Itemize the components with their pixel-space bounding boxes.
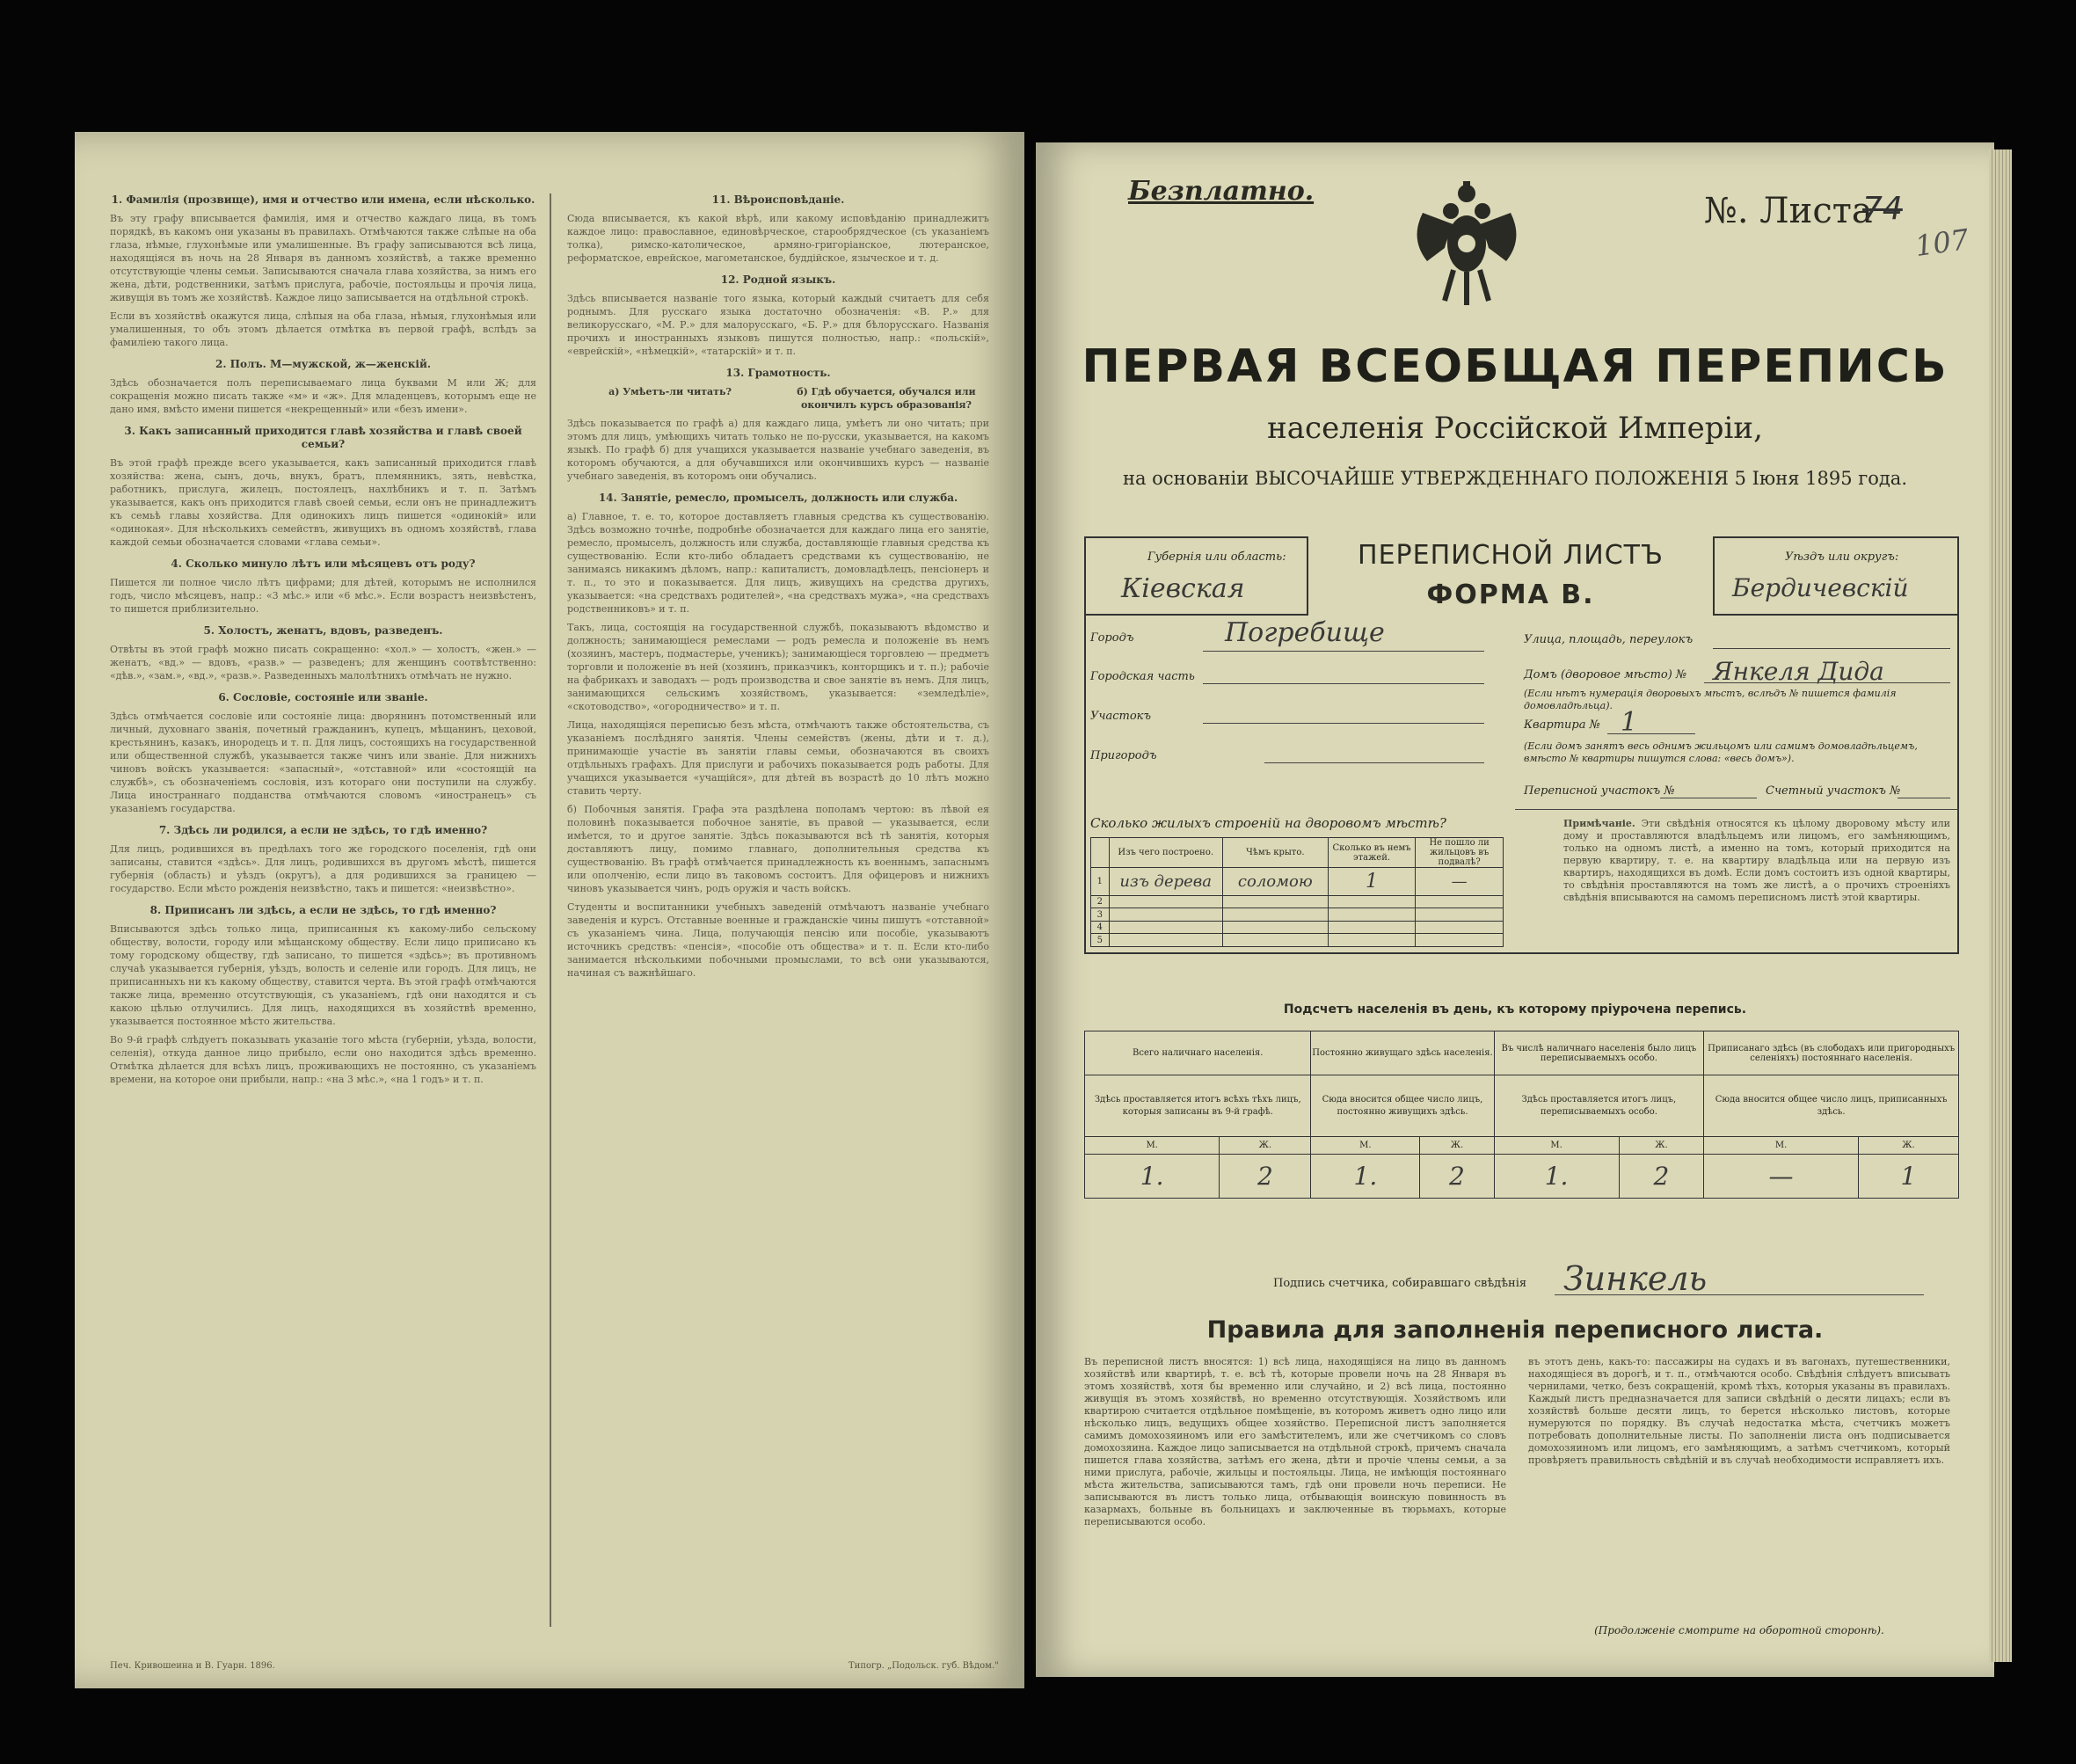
table-row: 4 (1091, 921, 1504, 934)
rules-column-2: въ этотъ день, какъ-то: пассажиры на судахъ и въ вагонахъ, путешественники, находящіеся въ дорогѣ, и т. п., отмѣчаются особо. Свѣдѣнія слѣдуетъ вписывать чернилами, четко, безъ сокращеній, кромѣ тѣхъ, которыя указаны въ правилахъ. Каждый листъ предназначается для записи свѣдѣній о десяти лицахъ; если въ хозяйствѣ больше десяти лицъ, то берется нѣсколько листовъ, которые нумеруются по порядку. Въ случаѣ недостатка мѣста, счетчикъ можетъ потребовать дополнительные листы. По заполненіи листа онъ подписывается домохозяиномъ или лицомъ, его замѣняющимъ, а затѣмъ счетчикомъ, который провѣряетъ правильность свѣдѣній и въ случаѣ необходимости исправляетъ ихъ. (1528, 1356, 1950, 1466)
heading: 4. Сколько минуло лѣтъ или мѣсяцевъ отъ роду? (171, 558, 476, 570)
house-value: Янкеля Дида (1713, 657, 1884, 686)
table-row: 3 (1091, 908, 1504, 922)
census-subtitle: населенія Россійской Имперіи, (1267, 411, 1763, 446)
city-value: Погребище (1225, 617, 1385, 648)
form-letter: ФОРМА В. (1426, 579, 1595, 610)
heading: 6. Сословіе, состояніе или званіе. (218, 691, 428, 703)
note-paragraph: Примѣчаніе. Эти свѣдѣнія относятся къ цѣлому дворовому мѣсту или дому и проставляются владѣльцемъ или лицомъ, его замѣняющимъ, только на одномъ листѣ, а именно на томъ, который приходится на первую квартиру, т. е. на квартиру владѣльца или на первую изъ квартиръ, находящихся въ домѣ. Если домъ состоитъ изъ одной квартиры, то свѣдѣнія проставляются на томъ же листѣ, а о прочихъ строеніяхъ свѣдѣнія вписываются на самомъ переписномъ листѣ этой квартиры. (1563, 818, 1950, 903)
imperial-eagle-icon (1405, 178, 1528, 310)
left-column-2: 11. Вѣроисповѣданіе. Сюда вписывается, къ какой вѣрѣ, или какому исповѣданію принадлежитъ каждое лицо: православное, единовѣрческое, старообрядческое (съ указаніемъ толка), римско-католическое, армяно-григоріанское, лютеранское, реформатское, еврейское, магометанское, буддійское, языческое и т. д. 12. Родной языкъ. Здѣсь вписывается названіе того языка, который каждый считаетъ для себя роднымъ. Для русскаго языка достаточно обозначенія: «В. Р.» для великорусскаго, «М. Р.» для малорусскаго, «Б. Р.» для бѣлорусскаго. Названія прочихъ и иностранныхъ языковъ пишутся полностью, напр.: «польскій», «еврейскій», «нѣмецкій», «татарскій» и т. п. 13. Грамотность. а) Умѣетъ-ли читать? б) Гдѣ обучается, обучался или окончилъ курсъ образованія? Здѣсь показывается по графѣ а) для каждаго лица, умѣетъ ли оно читать; при этомъ для лицъ, умѣющихъ читать только не по-русски, указывается, на какомъ языкѣ. По графѣ б) для учащихся указывается названіе учебнаго заведенія, въ которомъ обучаются, а для обучавшихся или окончившихъ курсъ — названіе учебнаго заведенія, въ которомъ они обучались. 14. Занятіе, ремесло, промыселъ, должность или служба. а) Главное, т. е. то, которое доставляетъ главныя средства къ существованію. Здѣсь возможно точнѣе, подробнѣе обозначается для каждаго лица его занятіе, ремесло, промыселъ, должность или служба, доставляющіе главныя средства къ существованію. Если кто-либо обладаетъ средствами къ существованію, не занимаясь никакимъ дѣломъ, напр.: капиталистъ, домовладѣлецъ, пенсіонеръ и т. п., то это и показывается. Для лицъ, живущихъ на средства другихъ, указывается: «на средствахъ родителей», «на средствахъ мужа», «на средствахъ родственниковъ» и т. п. Такъ, лица, состоящія на государственной службѣ, показываютъ вѣдомство и должность; занимающіеся ремеслами — родъ ремесла и положеніе въ немъ (хозяинъ, мастеръ, подмастерье, ученикъ); занимающіеся торговлею — предметъ торговли и положеніе въ ней (хозяинъ, приказчикъ, конторщикъ и т. п.); рабочіе на фабрикахъ и заводахъ — родъ производства и свое занятіе въ немъ. Для лицъ, занимающихся сельскимъ хозяйствомъ, указывается: «земледѣліе», «скотоводство», «огородничество» и т. п. Лица, находящіяся переписью безъ мѣста, отмѣчаютъ также обстоятельства, съ указаніемъ послѣдняго занятія. Члены семействъ (жены, дѣти и т. д.), принимающіе участіе въ занятіи главы семьи, обозначаются въ своихъ отдѣльныхъ графахъ. Для прислуги и рабочихъ показывается родъ работы. Для учащихся указывается «учащійся», для дѣтей въ возрастѣ до 10 лѣтъ можно ставить черту. б) Побочныя занятія. Графа эта раздѣлена пополамъ чертою: въ лѣвой ея половинѣ показывается побочное занятіе, въ правой — указывается, если имѣется, то и другое занятіе. Здѣсь показываются всѣ тѣ занятія, которыя доставляютъ лицу, помимо главнаго, дополнительныя средства къ существованію. Въ графѣ отмѣчается принадлежность къ военнымъ, запаснымъ или ополченію, если лицо въ таковомъ состоитъ. Для офицеровъ и нижнихъ чиновъ указывается чинъ, родъ оружія и часть войскъ. Студенты и воспитанники учебныхъ заведеній отмѣчаютъ названіе учебнаго заведенія и курсъ. Отставные военные и гражданскіе чины пишутъ «отставной» съ указаніемъ чина. Лица, получающія пенсію или пособіе, указываютъ источникъ средствъ: «пенсія», «пособіе отъ общества» и т. п. Если кто-либо занимается нѣсколькими побочными промыслами, то всѣ они указываются, начиная съ важнѣйшаго. (567, 193, 989, 979)
subheading: а) Умѣетъ-ли читать? (608, 386, 732, 397)
heading: 3. Какъ записанный приходится главѣ хозяйства и главѣ своей семьи? (124, 425, 522, 450)
heading: 8. Приписанъ ли здѣсь, а если не здѣсь, то гдѣ именно? (149, 904, 497, 916)
table-row: 2 (1091, 895, 1504, 908)
page-edges (1989, 149, 2012, 1662)
heading: 12. Родной языкъ. (720, 273, 836, 286)
buildings-question: Сколько жилыхъ строеній на дворовомъ мѣстѣ? (1090, 815, 1446, 831)
population-title: Подсчетъ населенія въ день, къ которому пріурочена перепись. (1283, 1002, 1747, 1017)
subheading: б) Гдѣ обучается, обучался или окончилъ курсъ образованія? (797, 386, 976, 411)
heading: 13. Грамотность. (725, 367, 831, 379)
heading: 5. Холостъ, женатъ, вдовъ, разведенъ. (203, 624, 443, 637)
printer-footnote: Типогр. „Подольск. губ. Вѣдом." (849, 1661, 999, 1671)
heading: 7. Здѣсь ли родился, а если не здѣсь, то гдѣ именно? (158, 824, 488, 836)
left-column-1: 1. Фамилія (прозвище), имя и отчество или имена, если нѣсколько. Въ эту графу вписывается фамилія, имя и отчество каждаго лица, въ томъ порядкѣ, въ какомъ они указаны въ правилахъ. Отмѣчаются также слѣпые на оба глаза, нѣмые, глухонѣмые или умалишенные. Въ графу записываются всѣ лица, находящіяся въ ночь на 28 Января въ данномъ хозяйствѣ, а также временно отсутствующіе члены семьи. Записываются сначала глава хозяйства, за нимъ его жена, дѣти, родственники, затѣмъ прислуга, рабочіе, постояльцы и прочія лица, живущія въ томъ же хозяйствѣ. Каждое лицо записывается на отдѣльной строкѣ. Если въ хозяйствѣ окажутся лица, слѣпыя на оба глаза, нѣмыя, глухонѣмыя или умалишенныя, то объ этомъ дѣлается отмѣтка въ первой графѣ, вслѣдъ за фамиліею такого лица. 2. Полъ. М—мужской, ж—женскій. Здѣсь обозначается полъ переписываемаго лица буквами М или Ж; для сокращенія можно писать также «м» и «ж». Для младенцевъ, которымъ еще не дано имя, вмѣсто имени пишется «некрещенный» или «безъ имени». 3. Какъ записанный приходится главѣ хозяйства и главѣ своей семьи? Въ этой графѣ прежде всего указывается, какъ записанный приходится главѣ хозяйства: жена, сынъ, дочь, внукъ, братъ, племянникъ, зять, невѣстка, работникъ, прислуга, жилецъ, постоялецъ, нахлѣбникъ и т. п. Затѣмъ указывается, какъ онъ приходится главѣ своей семьи, если онъ не принадлежитъ къ семьѣ главы хозяйства. Для одинокихъ лицъ пишется «одинокій» или «одинокая». Для нѣсколькихъ семействъ, живущихъ въ одномъ хозяйствѣ, глава каждой семьи обозначается словами «глава семьи». 4. Сколько минуло лѣтъ или мѣсяцевъ отъ роду? Пишется ли полное число лѣтъ цифрами; для дѣтей, которымъ не исполнился годъ, число мѣсяцевъ, напр.: «3 мѣс.» или «6 мѣс.». Если возрастъ неизвѣстенъ, то пишется приблизительно. 5. Холостъ, женатъ, вдовъ, разведенъ. Отвѣты въ этой графѣ можно писать сокращенно: «хол.» — холостъ, «жен.» — женатъ, «вд.» — вдовъ, «разв.» — разведенъ; для женщинъ соотвѣтственно: «дѣв.», «зам.», «вд.», «разв.». Разведенныхъ малолѣтнихъ отмѣчать не нужно. 6. Сословіе, состояніе или званіе. Здѣсь отмѣчается сословіе или состояніе лица: дворянинъ потомственный или личный, духовнаго званія, почетный гражданинъ, купецъ, мѣщанинъ, цеховой, крестьянинъ, казакъ, инородецъ и т. п. Для лицъ, состоящихъ на государственной или общественной службѣ, указывается также чинъ или званіе. Для нижнихъ чиновъ войскъ указывается: «запасный», «отставной» или «состоящій на службѣ», съ обозначеніемъ сословія, изъ котораго они поступили на службу. Лица иностраннаго подданства отмѣчаются словомъ «иностранецъ» съ указаніемъ государства. 7. Здѣсь ли родился, а если не здѣсь, то гдѣ именно? Для лицъ, родившихся въ предѣлахъ того же городского поселенія, гдѣ они записаны, ставится «здѣсь». Для лицъ, родившихся въ другомъ мѣстѣ, пишется губернія (область) и уѣздъ (округъ), а для родившихся за границею — государство. Если мѣсто рожденія неизвѣстно, такъ и пишется: «неизвѣстно». 8. Приписанъ ли здѣсь, а если не здѣсь, то гдѣ именно? Вписываются здѣсь только лица, приписанныя къ какому-либо сельскому обществу, волости, городу или мѣщанскому обществу. Если лицо приписано къ тому городскому обществу, гдѣ записано, то пишется «здѣсь»; въ противномъ случаѣ указывается губернія, уѣздъ, волость и селеніе или городъ. Для лицъ, не приписанныхъ ни къ какому обществу, ставится черта. Въ этой графѣ отмѣчаются также лица, временно отсутствующія, съ указаніемъ, гдѣ они находятся и съ какою цѣлью отлучились. Для лицъ, находящихся въ хозяйствѣ временно, указывается постоянное мѣсто жительства. Во 9-й графѣ слѣдуетъ показывать указаніе того мѣста (губерніи, уѣзда, волости, селенія), откуда данное лицо прибыло, если оно находится здѣсь временно. Отмѣтка дѣлается для всѣхъ лицъ, проживающихъ не постоянно, съ указаніемъ времени, на которое они прибыли, напр.: «на 3 мѣс.», «на 1 годъ» и т. п. (110, 193, 536, 1085)
handwritten-sheet-number: 107 (1912, 222, 1971, 264)
counter-signature: Зинкель (1563, 1259, 1708, 1298)
left-page (75, 132, 1024, 1688)
heading: 11. Вѣроисповѣданіе. (711, 193, 845, 206)
province-value: Кіевская (1121, 573, 1245, 604)
buildings-table: Изъ чего построено. Чѣмъ крыто. Сколько въ немъ этажей. Не пошло ли жильцовъ въ подвалѣ? 1 изъ дерева соломою 1 — 2 3 4 5 (1090, 837, 1504, 947)
rules-footer: (Продолженіе смотрите на оборотной сторонѣ). (1594, 1624, 1884, 1636)
sheet-number-label: №. Листа (1704, 191, 1873, 231)
district-box: Уѣздъ или округъ: Бердичевскій (1713, 536, 1959, 616)
heading: 1. Фамилія (прозвище), имя и отчество или имена, если нѣсколько. (111, 193, 535, 206)
printer-footnote: Печ. Кривошеина и В. Гуарн. 1896. (110, 1661, 275, 1671)
form-title: ПЕРЕПИСНОЙ ЛИСТЪ (1358, 540, 1664, 571)
district-value: Бердичевскій (1732, 573, 1909, 602)
rules-title: Правила для заполненія переписного листа. (1206, 1316, 1824, 1344)
table-row: 1. 2 1. 2 1. 2 — 1 (1085, 1155, 1959, 1199)
sheet-number-value: 74 (1862, 191, 1903, 227)
heading: 2. Полъ. М—мужской, ж—женскій. (215, 358, 432, 370)
census-title: ПЕРВАЯ ВСЕОБЩАЯ ПЕРЕПИСЬ (1082, 340, 1949, 393)
column-divider (550, 193, 551, 1627)
province-box: Губернія или область: Кіевская (1084, 536, 1308, 616)
population-table: Всего наличнаго населенія. Постоянно живущаго здѣсь населенія. Въ числѣ наличнаго населенія было лицъ переписываемыхъ особо. Приписанаго здѣсь (въ слободахъ или пригородныхъ селеніяхъ) постояннаго населенія. Здѣсь проставляется итогъ всѣхъ тѣхъ лицъ, которыя записаны въ 9-й графѣ. Сюда вносится общее число лицъ, постоянно живущихъ здѣсь. Здѣсь проставляется итогъ лицъ, переписываемыхъ особо. Сюда вносится общее число лицъ, приписанныхъ здѣсь. М. Ж. М. Ж. М. Ж. М. Ж. 1. 2 1. 2 1. 2 — 1 (1084, 1031, 1959, 1199)
table-row: 1 изъ дерева соломою 1 — (1091, 868, 1504, 896)
table-row: 5 (1091, 934, 1504, 947)
census-basis: на основаніи ВЫСОЧАЙШЕ УТВЕРЖДЕННАГО ПОЛОЖЕНІЯ 5 Іюня 1895 года. (1122, 468, 1908, 489)
free-label: Безплатно. (1128, 176, 1315, 207)
heading: 14. Занятіе, ремесло, промыселъ, должность или служба. (598, 492, 958, 504)
rules-column-1: Въ переписной листъ вносятся: 1) всѣ лица, находящіяся на лицо въ данномъ хозяйствѣ или квартирѣ, т. е. всѣ тѣ, которые провели ночь на 28 Января въ этомъ хозяйствѣ, хотя бы временно или случайно, и 2) всѣ лица, постоянно живущія въ этомъ хозяйствѣ, но временно отсутствующія. Хозяйствомъ или квартирою считается отдѣльное помѣщеніе, въ которомъ живетъ одно лицо или нѣсколько лицъ, ведущихъ общее хозяйство. Переписной листъ заполняется самимъ домохозяиномъ или его замѣстителемъ, или же счетчикомъ со словъ домохозяина. Каждое лицо записывается на отдѣльной строкѣ, причемъ сначала пишется глава хозяйства, затѣмъ его жена, дѣти и прочіе члены семьи, а за ними прислуга, рабочіе, жильцы и постояльцы. Лица, не имѣющія постояннаго мѣста жительства, записываются тамъ, гдѣ они провели ночь переписи. Не записываются въ листъ только лица, отбывающія воинскую повинность въ казармахъ, больные въ больницахъ и заключенные въ тюрьмахъ, которые переписываются особо. (1084, 1356, 1506, 1527)
right-page: Безплатно. №. Листа 74 107 ПЕРВАЯ ВСЕОБЩАЯ ПЕРЕПИСЬ населенія Россійской Имперіи, на основаніи ВЫСОЧАЙШЕ УТВЕРЖДЕННАГО ПОЛОЖЕНІЯ 5 Іюня 1895 года. Губернія или область: Кіевская ПЕРЕПИСНОЙ ЛИСТЪ ФОРМА В. Уѣздъ или округъ: Бердичевскій Городъ Погребище Городская часть Участокъ Пригородъ Улица, площадь, переулокъ Домъ (дворовое мѣсто) № Янкеля Дида (Если нѣтъ нумерація дворовыхъ мѣстъ, вслѣдъ № пишется фамилія домовладѣльца). Квартира № 1 (Если домъ занятъ весь однимъ жильцомъ или самимъ домовладѣльцемъ, вмѣсто № квартиры пишутся слова: «весь домъ»). Переписной участокъ № Счетный участокъ № Сколько жилыхъ строеній на дворовомъ мѣстѣ? Изъ чего построено. Чѣмъ крыто. Сколько въ немъ этажей. Не пошло ли жильцовъ въ подвалѣ? 1 изъ дерева соломою 1 — 2 3 4 5 Примѣчаніе. Эти свѣдѣнія относятся къ цѣлому дворовому мѣсту или дому и проставляются владѣльцемъ или лицомъ, его замѣняющимъ, только на одномъ листѣ, а именно на томъ, который приходится на первую квартиру, т. е. на квартиру владѣльца или на первую изъ квартиръ, находящихся въ домѣ. Если домъ состоитъ изъ одной квартиры, то свѣдѣнія проставляются на томъ же листѣ, а о прочихъ строеніяхъ свѣдѣнія вписываются на самомъ переписномъ листѣ этой квартиры. Подсчетъ населенія въ день, къ которому пріурочена перепись. Всего наличнаго населенія. Постоянно живущаго здѣсь населенія. Въ числѣ наличнаго населенія было лицъ переписываемыхъ особо. Приписанаго здѣсь (въ слободахъ или пригородныхъ селеніяхъ) постояннаго населенія. Здѣсь проставляется итогъ всѣхъ тѣхъ лицъ, которыя записаны въ 9-й графѣ. Сюда вносится общее число лицъ, постоянно живущихъ здѣсь. Здѣсь проставляется итогъ лицъ, переписываемыхъ особо. Сюда вносится общее число лицъ, приписанныхъ здѣсь. М. Ж. М. Ж. М. Ж. М. Ж. 1. 2 1. 2 1. 2 — 1 Подпись счетчика, собиравшаго свѣдѣнія Зинкель Правила для заполненія переписного листа. Въ переписной листъ вносятся: 1) всѣ лица, находящіяся на лицо въ данномъ хозяйствѣ или квартирѣ, т. е. всѣ тѣ, которые провели ночь на 28 Января въ этомъ хозяйствѣ, хотя бы временно или случайно, и 2) всѣ лица, постоянно живущія въ этомъ хозяйствѣ, но временно отсутствующія. Хозяйствомъ или квартирою считается отдѣльное помѣщеніе, въ которомъ живетъ одно лицо или нѣсколько лицъ, ведущихъ общее хозяйство. Переписной листъ заполняется самимъ домохозяиномъ или его замѣстителемъ, или же счетчикомъ со словъ домохозяина. Каждое лицо записывается на отдѣльной строкѣ, причемъ сначала пишется глава хозяйства, затѣмъ его жена, дѣти и прочіе члены семьи, а за ними прислуга, рабочіе, жильцы и постояльцы. Лица, не имѣющія постояннаго мѣста жительства, записываются тамъ, гдѣ они провели ночь переписи. Не записываются въ листъ только лица, отбывающія воинскую повинность въ казармахъ, больные въ больницахъ и заключенные въ тюрьмахъ, которые переписываются особо. въ этотъ день, какъ-то: пассажиры на судахъ и въ вагонахъ, путешественники, находящіеся въ дорогѣ, и т. п., отмѣчаются особо. Свѣдѣнія слѣдуетъ вписывать чернилами, четко, безъ сокращеній, кромѣ тѣхъ, которыя указаны въ правилахъ. Каждый листъ предназначается для записи свѣдѣній о десяти лицахъ; если въ хозяйствѣ больше десяти лицъ, то берется нѣсколько листовъ, которые нумеруются по порядку. Въ случаѣ недостатка мѣста, счетчикъ можетъ потребовать дополнительные листы. По заполненіи листа онъ подписывается домохозяиномъ или лицомъ, его замѣняющимъ, а затѣмъ счетчикомъ, который провѣряетъ правильность свѣдѣній и въ случаѣ необходимости исправляетъ ихъ. (Продолженіе смотрите на оборотной сторонѣ). (1036, 142, 1994, 1677)
signature-label: Подпись счетчика, собиравшаго свѣдѣнія (1273, 1277, 1527, 1290)
flat-value: 1 (1621, 707, 1638, 738)
